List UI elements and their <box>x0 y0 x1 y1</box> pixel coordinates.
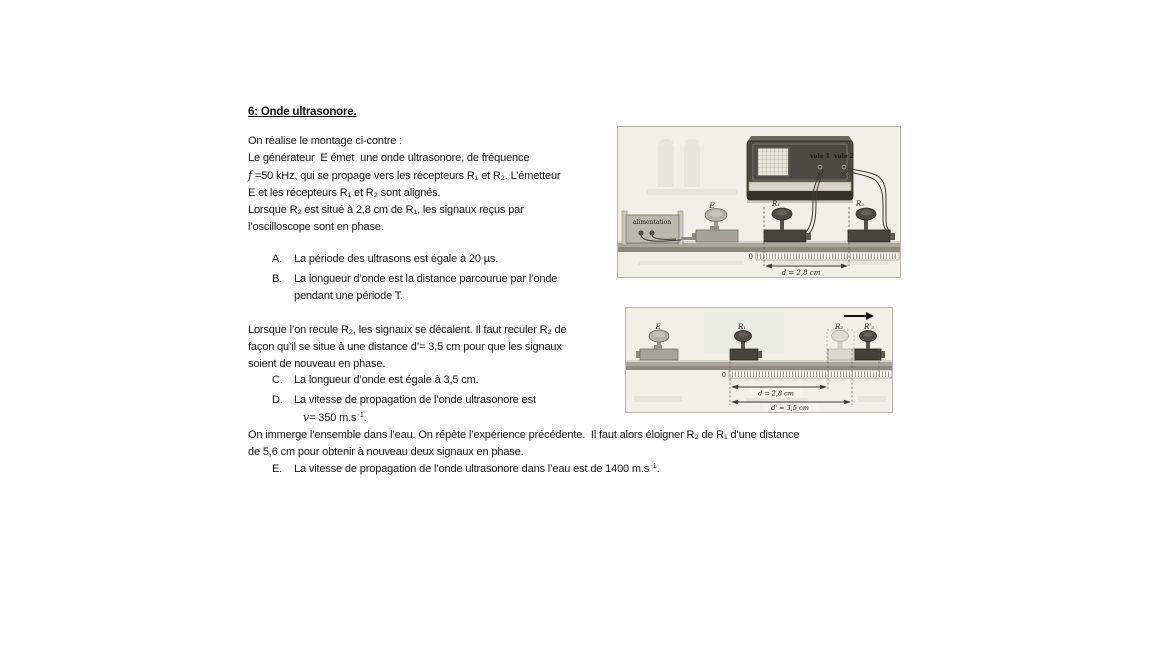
text-line: E et les récepteurs R₁ et R₂ sont alignés. <box>248 187 441 199</box>
intro-paragraph <box>248 133 560 236</box>
power-supply-label: alimentation <box>632 219 672 226</box>
channel-2-label: voie 2 <box>834 153 854 160</box>
text-line: Le générateur E émet une onde ultrasonore, de fréquence <box>248 152 530 164</box>
bench <box>626 360 892 370</box>
oscilloscope <box>747 136 854 203</box>
statement-d <box>272 392 586 427</box>
receiver-r2 <box>848 200 895 242</box>
statement-e <box>272 461 660 478</box>
figure-montage-1 <box>617 126 901 278</box>
statements-ab <box>272 251 586 308</box>
text-segment: . <box>656 463 660 475</box>
receiver-r1-label: R₁ <box>771 200 781 208</box>
emitter-label: E <box>709 201 715 210</box>
third-paragraph <box>248 427 799 461</box>
exponent: -1 <box>650 461 657 470</box>
distance-d-label: d = 2,8 cm <box>758 389 794 398</box>
text-segment: La vitesse de propagation de l’onde ultrasonore est <box>294 394 536 406</box>
text-line: l’oscilloscope sont en phase. <box>248 221 384 233</box>
terminal <box>650 231 654 235</box>
text-line: de 5,6 cm pour obtenir à nouveau deux signaux en phase. <box>248 446 524 458</box>
distance-dprime-annotation <box>731 400 851 412</box>
receiver-r2-label: R₂ <box>834 323 844 331</box>
exercise-title: 6: Onde ultrasonore. <box>248 106 357 118</box>
distance-label: d = 2,8 cm <box>781 269 821 277</box>
speed-value <box>303 409 367 427</box>
statement-text: La longueur d’onde est égale à 3,5 cm. <box>294 374 479 386</box>
text-segment: . <box>363 412 367 424</box>
receiver-r2-label: R₂ <box>855 200 865 208</box>
second-paragraph <box>248 322 566 373</box>
text-line <box>248 167 560 185</box>
ruler-zero-label: 0 <box>721 371 726 379</box>
text-line: soient de nouveau en phase. <box>248 358 386 370</box>
ruler <box>749 252 899 261</box>
receiver-r2-moved <box>855 323 885 360</box>
receiver-r1 <box>764 200 811 242</box>
text-line: Lorsque l’on recule R₂, les signaux se décalent. Il faut reculer R₂ de <box>248 324 567 336</box>
movement-arrow-icon <box>844 312 874 320</box>
terminal <box>639 231 643 235</box>
receiver-r2-moved-label: R'₂ <box>863 323 875 331</box>
statement-label: E. <box>272 463 283 475</box>
receiver-transducer <box>832 331 849 342</box>
exponent: -1 <box>357 410 364 419</box>
statement-text <box>294 392 586 427</box>
ruler-zero-label: 0 <box>748 253 753 261</box>
statement-label: D. <box>272 394 283 406</box>
text-line: On réalise le montage ci-contre : <box>248 135 403 147</box>
statement-label: C. <box>272 374 283 386</box>
text-line: façon qu’il se situe à une distance d’= 3,5 cm pour que les signaux <box>248 341 562 353</box>
statement-text <box>294 461 660 478</box>
power-supply <box>622 211 701 245</box>
text-segment: La vitesse de propagation de l’onde ultrasonore dans l’eau est de 1400 m.s <box>294 463 650 475</box>
ruler <box>722 370 892 379</box>
receiver-r1-label: R₁ <box>737 323 747 331</box>
channel-1-label: voie 1 <box>810 153 830 160</box>
text-line: Lorsque R₂ est situé à 2,8 cm de R₁, les signaux reçus par <box>248 204 524 216</box>
text-segment: =50 kHz, qui se propage vers les récepteurs R₁ et R₂. L’émetteur <box>251 170 561 182</box>
statements-cd <box>272 372 586 430</box>
text-segment: = 350 m.s <box>309 412 357 424</box>
statement-text: La période des ultrasons est égale à 20 µs. <box>294 253 499 265</box>
emitter-e <box>692 201 738 242</box>
statement-b <box>272 271 586 305</box>
statement-label: B. <box>272 273 283 285</box>
statement-c <box>272 372 586 389</box>
figure-montage-2 <box>625 307 893 413</box>
statement-a <box>272 251 586 268</box>
text-line: On immerge l’ensemble dans l’eau. On répète l’expérience précédente. Il faut alors éloigner R₂ de R₁ d’une distance <box>248 429 800 441</box>
statements-e <box>272 461 660 481</box>
statement-label: A. <box>272 253 283 265</box>
statement-text: La longueur d’onde est la distance parcourue par l’onde pendant une période T. <box>294 273 558 302</box>
emitter-label: E <box>655 323 661 331</box>
speed-symbol: v <box>303 411 310 424</box>
distance-d-annotation <box>731 385 827 398</box>
emitter-e <box>636 323 678 360</box>
frequency-symbol: f <box>248 169 252 182</box>
distance-dprime-label: d' = 3,5 cm <box>771 404 809 412</box>
receiver-r2-ghost <box>827 323 854 363</box>
